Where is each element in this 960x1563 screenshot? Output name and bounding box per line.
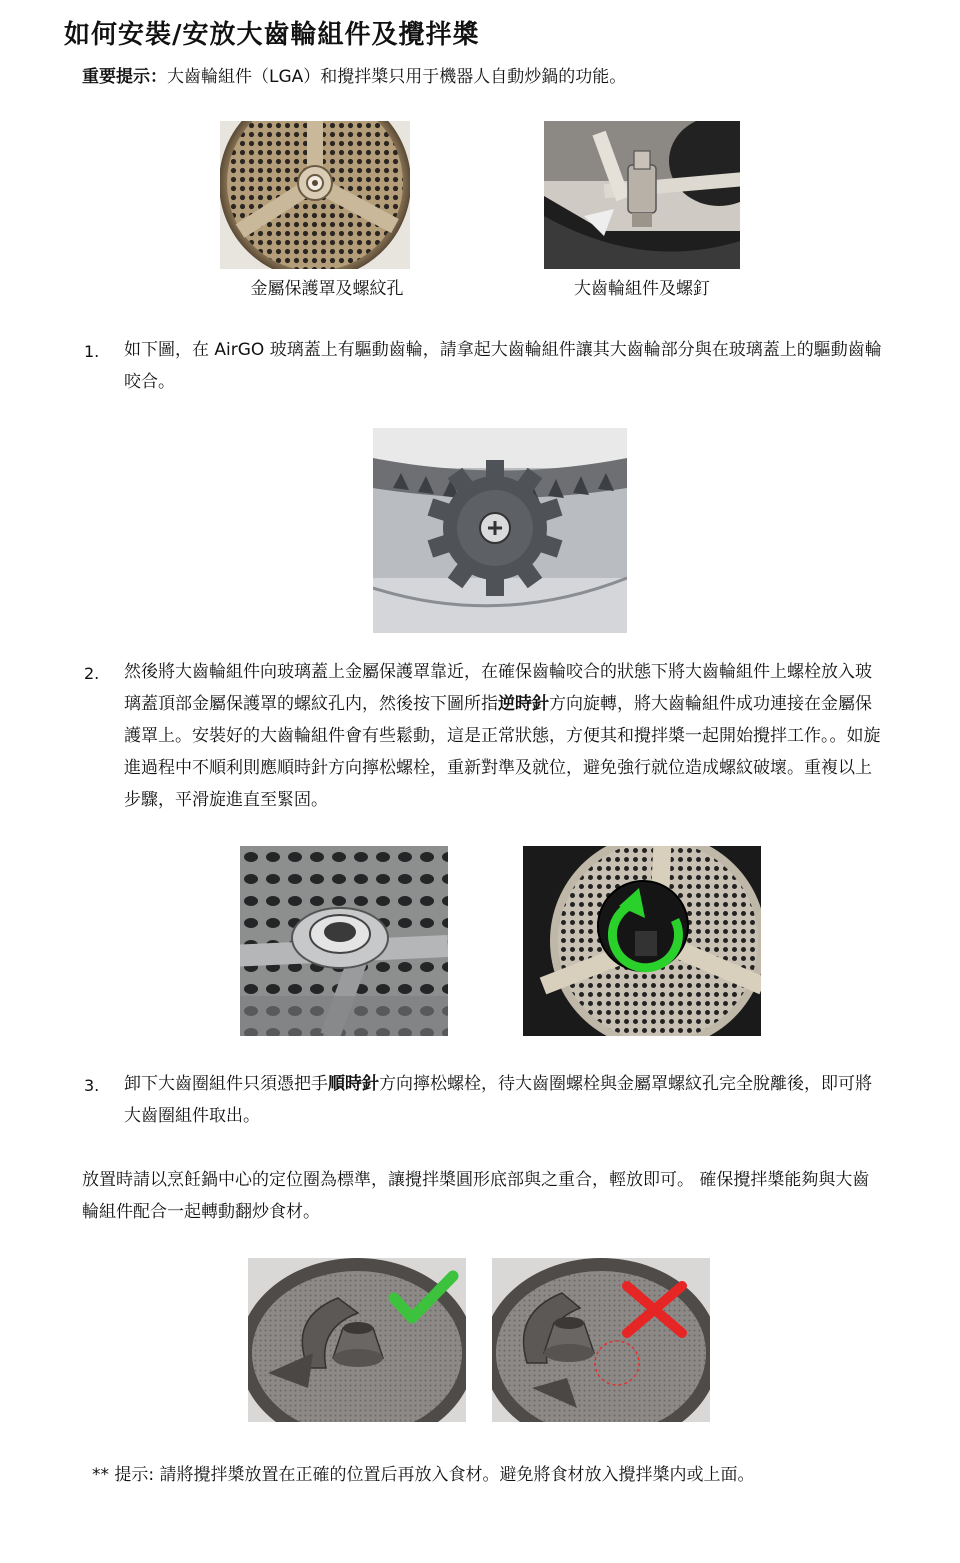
note-label: 重要提示：: [82, 67, 167, 87]
drive-gear-photo: [373, 428, 627, 633]
step-2-number: 2.: [84, 664, 100, 683]
correct-placement-photo: [248, 1258, 466, 1422]
note-text: 大齒輪組件（LGA）和攪拌槳只用于機器人自動炒鍋的功能。: [167, 67, 627, 87]
step-2-text: [124, 656, 884, 816]
threaded-hole-photo: [240, 846, 448, 1036]
caption-cover: 金屬保護罩及螺紋孔: [250, 279, 404, 299]
placement-text: 放置時請以烹飪鍋中心的定位圈為標準，讓攪拌槳圓形底部與之重合，輕放即可。 確保攪拌槳能夠與大齒輪組件配合一起轉動翻炒食材。: [82, 1170, 870, 1222]
gear-screw-image: [544, 121, 740, 269]
step-2-text-a: 然後將大齒輪組件向玻璃蓋上金屬保護罩靠近，在確保齒輪咬合的狀態下將大齒輪組件上螺栓放入玻璃蓋頂部金屬保護罩的螺紋孔内，然後按下圖所指: [124, 662, 872, 714]
metal-cover-image: [220, 121, 410, 269]
threaded-hole-image: [240, 846, 448, 1036]
step-2-text-b: 方向旋轉，將大齒輪組件成功連接在金屬保護罩上。安裝好的大齒輪組件會有些鬆動，這是正常狀態，方便其和攪拌槳一起開始攪拌工作。。如旋進過程中不順利則應順時針方向擰松螺栓，重新對準及就位，避免強行就位造成螺紋破壞。重複以上步驟，平滑旋進直至緊固。: [124, 694, 881, 810]
step-3-text-b: 方向擰松螺栓，待大齒圈螺栓與金屬罩螺紋孔完全脫離後，即可將大齒圈組件取出。: [124, 1074, 872, 1126]
page-title: 如何安裝/安放大齒輪組件及攪拌槳: [64, 20, 480, 50]
correct-placement-image: [248, 1258, 466, 1422]
drive-gear-image: [373, 428, 627, 633]
step-3-text: [124, 1068, 884, 1132]
metal-cover-photo: [220, 121, 410, 269]
important-note: [82, 62, 626, 87]
step-3-text-a: 卸下大齒圈組件只須憑把手: [124, 1074, 328, 1094]
tip-text: ** 提示: 請將攪拌槳放置在正確的位置后再放入食材。避免將食材放入攪拌槳内或上面。: [92, 1465, 755, 1485]
step-1-text: 如下圖，在 AirGO 玻璃蓋上有驅動齒輪，請拿起大齒輪組件讓其大齒輪部分與在玻璃蓋上的驅動齒輪咬合。: [124, 340, 882, 392]
rotate-install-image: [523, 846, 761, 1036]
rotate-install-photo: [523, 846, 761, 1036]
step-3-bold: 順時針: [328, 1074, 379, 1094]
caption-gear: 大齒輪組件及螺釘: [574, 279, 710, 299]
step-2-bold: 逆時針: [498, 694, 549, 714]
step-1-number: 1.: [84, 342, 100, 361]
step-3-number: 3.: [84, 1076, 100, 1095]
wrong-placement-photo: [492, 1258, 710, 1422]
gear-screw-photo: [544, 121, 740, 269]
wrong-placement-image: [492, 1258, 710, 1422]
